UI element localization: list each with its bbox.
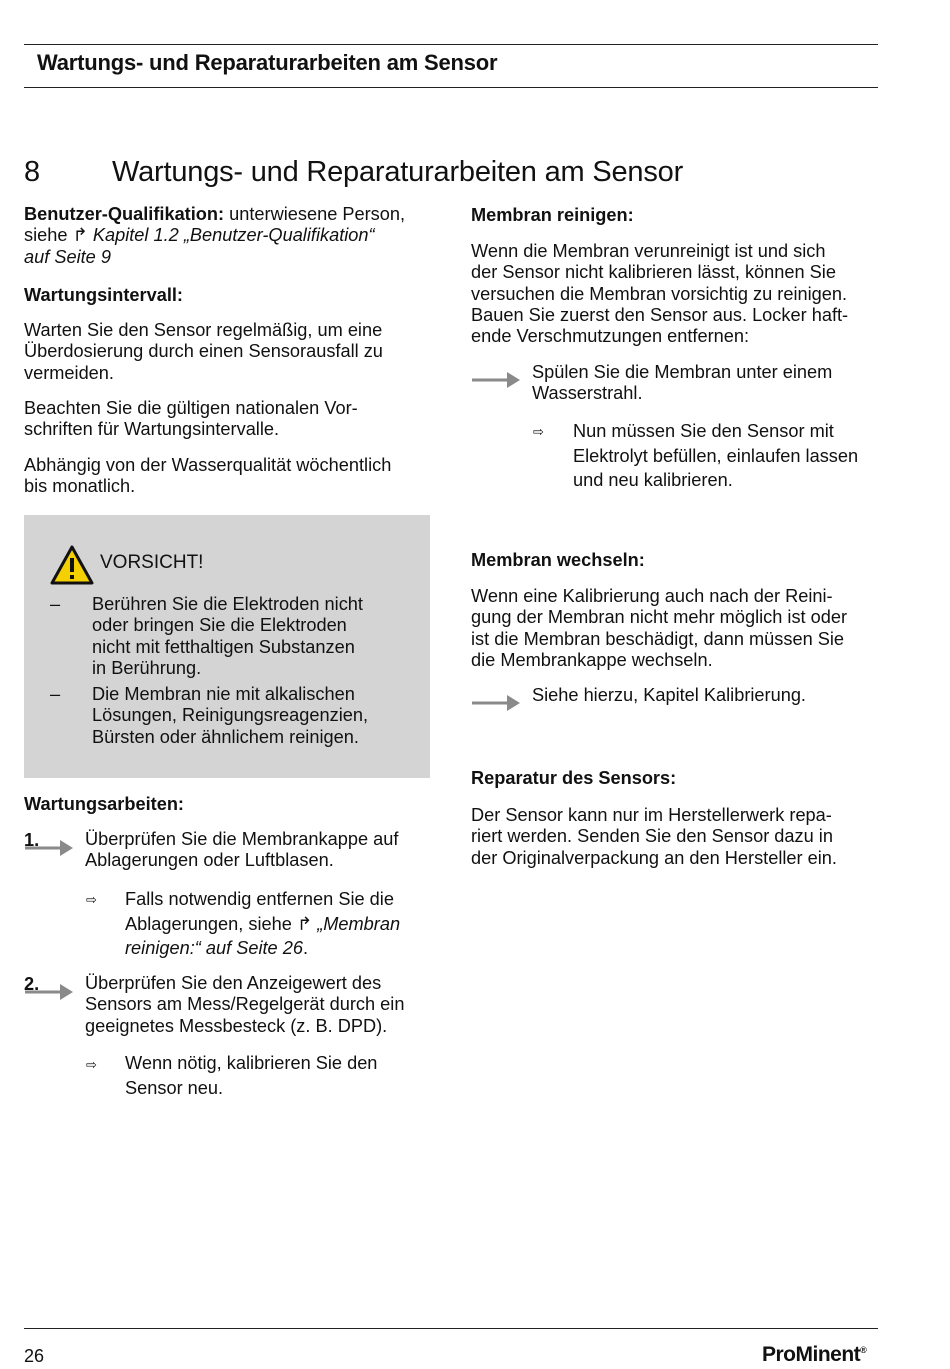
text-span: Ablagerungen, siehe xyxy=(125,913,297,934)
result-arrow-icon: ⇨ xyxy=(86,1057,97,1072)
bullet-dash: – xyxy=(50,594,61,614)
qualification-label: Benutzer-Qualifikation: xyxy=(24,204,225,224)
membrane-change-paragraph xyxy=(471,586,881,671)
caution-item-2 xyxy=(92,684,422,748)
text-line: geeignetes Messbesteck (z. B. DPD). xyxy=(85,1015,388,1036)
caution-title: VORSICHT! xyxy=(100,552,204,573)
text-line: Berühren Sie die Elektroden nicht xyxy=(92,594,363,614)
warning-triangle-icon xyxy=(50,545,94,585)
text-line: Überprüfen Sie die Membrankappe auf xyxy=(85,829,399,849)
membrane-change-step: Siehe hierzu, Kapitel Kalibrierung. xyxy=(532,685,806,705)
text-line: Die Membran nie mit alkalischen xyxy=(92,684,355,704)
text-line: riert werden. Senden Sie den Sensor dazu in xyxy=(471,826,833,847)
text-line: Überdosierung durch einen Sensorausfall zu xyxy=(24,341,383,362)
text-line: vermeiden. xyxy=(24,362,114,383)
qualification-reference: Kapitel 1.2 „Benutzer-Qualifikation“ xyxy=(87,225,375,246)
text-line: Abhängig von der Wasserqualität wöchentlich xyxy=(24,455,392,475)
text-line: Wenn die Membran verunreinigt ist und sich xyxy=(471,241,826,261)
text-line: Sensors am Mess/Regelgerät durch ein xyxy=(85,994,405,1015)
text-line: nicht mit fetthaltigen Substanzen xyxy=(92,636,355,657)
bullet-dash: – xyxy=(50,684,61,704)
text-line: Wasserstrahl. xyxy=(532,383,643,404)
text-line: der Sensor nicht kalibrieren lässt, können Sie xyxy=(471,262,836,283)
text-line: bis monatlich. xyxy=(24,476,136,497)
page-number: 26 xyxy=(24,1346,45,1366)
step-1-result xyxy=(125,887,435,961)
membrane-change-heading: Membran wechseln: xyxy=(471,550,645,570)
chapter-title: Wartungs- und Reparaturarbeiten am Sensor xyxy=(112,156,684,188)
text-line: Überprüfen Sie den Anzeigewert des xyxy=(85,973,382,993)
step-arrow-icon xyxy=(24,981,74,1001)
link-arrow-icon: ↱ xyxy=(296,913,313,934)
membrane-clean-result xyxy=(573,419,883,493)
footer-rule xyxy=(24,1328,878,1329)
step-2-text xyxy=(85,973,435,1037)
qualification-reference-page[interactable]: auf Seite 9 xyxy=(24,246,111,267)
registered-mark: ® xyxy=(860,1345,867,1355)
text-line: in Berührung. xyxy=(92,657,202,678)
text-line: Nun müssen Sie den Sensor mit xyxy=(573,421,834,441)
text-line: und neu kalibrieren. xyxy=(573,470,733,490)
header-rule-bottom xyxy=(24,87,878,88)
maintenance-interval-heading: Wartungsintervall: xyxy=(24,285,183,305)
logo-text: ProMinent xyxy=(762,1343,861,1366)
text-line: Wenn eine Kalibrierung auch nach der Reini- xyxy=(471,586,833,606)
text-line: Warten Sie den Sensor regelmäßig, um eine xyxy=(24,320,383,340)
maintenance-work-heading: Wartungsarbeiten: xyxy=(24,794,184,814)
text-line: schriften für Wartungsintervalle. xyxy=(24,419,280,440)
text-line: oder bringen Sie die Elektroden xyxy=(92,615,347,636)
text-line: Bauen Sie zuerst den Sensor aus. Locker haft- xyxy=(471,304,849,325)
step-arrow-icon xyxy=(24,837,74,857)
text-line: Lösungen, Reinigungsreagenzien, xyxy=(92,705,369,726)
text-line: Elektrolyt befüllen, einlaufen lassen xyxy=(573,445,859,466)
reference-text: „Membran xyxy=(312,913,401,934)
sensor-repair-paragraph xyxy=(471,805,881,869)
step-arrow-icon xyxy=(471,369,521,389)
result-arrow-icon: ⇨ xyxy=(86,892,97,907)
text-line: ist die Membran beschädigt, dann müssen Sie xyxy=(471,628,845,649)
period: . xyxy=(302,938,309,958)
text-line: versuchen die Membran vorsichtig zu reinigen. xyxy=(471,283,848,304)
text-line: Beachten Sie die gültigen nationalen Vor- xyxy=(24,398,358,418)
text-line: Wenn nötig, kalibrieren Sie den xyxy=(125,1053,378,1073)
text-line: Spülen Sie die Membran unter einem xyxy=(532,362,833,382)
text-line: Bürsten oder ähnlichem reinigen. xyxy=(92,726,359,747)
see-text: siehe xyxy=(24,225,73,246)
text-line: Ablagerungen oder Luftblasen. xyxy=(85,850,334,871)
membrane-clean-step xyxy=(532,362,882,405)
reference-page: reinigen:“ auf Seite 26 xyxy=(125,938,303,958)
text-line: die Membrankappe wechseln. xyxy=(471,649,713,670)
membrane-clean-paragraph xyxy=(471,241,881,347)
step-2-result xyxy=(125,1051,435,1100)
user-qualification xyxy=(24,204,424,268)
step-1-text xyxy=(85,829,435,872)
header-rule-top xyxy=(24,44,878,45)
text-line: ende Verschmutzungen entfernen: xyxy=(471,326,750,347)
qualification-reference-link[interactable] xyxy=(24,225,424,246)
step-2-number: 2. xyxy=(24,974,40,994)
interval-paragraph-1 xyxy=(24,320,424,384)
membrane-clean-heading: Membran reinigen: xyxy=(471,205,634,225)
chapter-number: 8 xyxy=(24,156,41,188)
running-header-title: Wartungs- und Reparaturarbeiten am Sensor xyxy=(37,50,498,75)
interval-paragraph-2 xyxy=(24,398,424,441)
text-line: der Originalverpackung an den Hersteller ein. xyxy=(471,847,837,868)
membrane-clean-reference-link[interactable] xyxy=(125,912,435,937)
step-arrow-icon xyxy=(471,692,521,712)
text-line: Sensor neu. xyxy=(125,1077,224,1098)
qualification-text: unterwiesene Person, xyxy=(224,204,406,224)
text-line: Falls notwendig entfernen Sie die xyxy=(125,889,394,909)
prominent-logo xyxy=(762,1343,866,1367)
caution-item-1 xyxy=(92,594,422,679)
step-1-number: 1. xyxy=(24,830,40,850)
reference-page-line[interactable] xyxy=(125,936,435,961)
text-line: gung der Membran nicht mehr möglich ist oder xyxy=(471,607,848,628)
text-line: Der Sensor kann nur im Herstellerwerk repa- xyxy=(471,805,832,825)
link-arrow-icon: ↱ xyxy=(72,225,88,246)
sensor-repair-heading: Reparatur des Sensors: xyxy=(471,768,677,788)
result-arrow-icon: ⇨ xyxy=(533,424,544,439)
interval-paragraph-3 xyxy=(24,455,424,498)
